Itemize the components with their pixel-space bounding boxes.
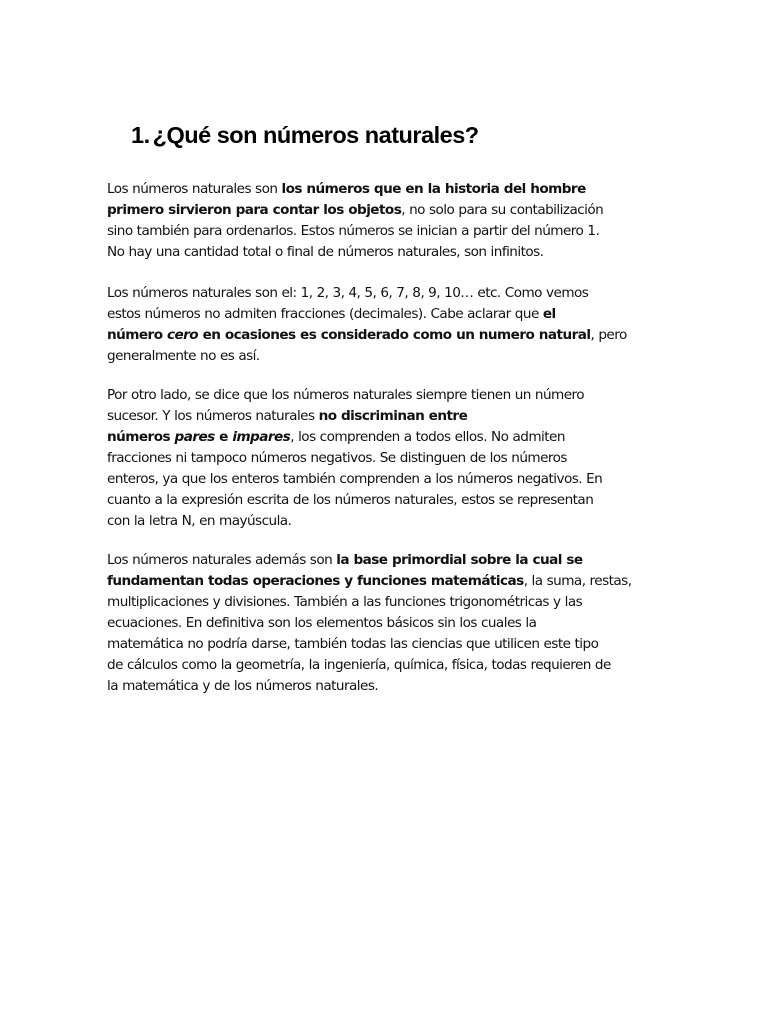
title-text: ¿Qué son números naturales? [152, 122, 479, 148]
paragraph-2-line-1: Los números naturales son el: 1, 2, 3, 4, 5, 6, 7, 8, 9, 10… etc. Como vemos [107, 285, 589, 301]
text-run: Los números naturales son [107, 181, 282, 197]
bold-run: en ocasiones es considerado como un numero natural [198, 327, 591, 343]
paragraph-3-line-4: fracciones ni tampoco números negativos. Se distinguen de los números [107, 450, 567, 466]
text-run: sucesor. Y los números naturales [107, 408, 319, 424]
text-run: , no solo para su contabilización [401, 202, 604, 218]
paragraph-4 [107, 550, 667, 697]
text-run: , pero [590, 327, 627, 343]
paragraph-2-line-2 [107, 304, 667, 325]
text-run: , los comprenden a todos ellos. No admiten [290, 429, 565, 445]
bold-run: no discriminan entre [318, 408, 468, 424]
paragraph-3 [107, 385, 667, 532]
bold-run: número [107, 327, 167, 343]
bold-run: el [542, 306, 556, 322]
paragraph-4-line-3: multiplicaciones y divisiones. También a las funciones trigonométricas y las [107, 594, 583, 610]
paragraph-1-line-1 [107, 179, 667, 200]
paragraph-4-line-6: de cálculos como la geometría, la ingeniería, química, física, todas requieren de [107, 657, 611, 673]
bold-run: primero sirvieron para contar los objetos [107, 202, 402, 218]
paragraph-2-line-3 [107, 325, 667, 346]
paragraph-4-line-5: matemática no podría darse, también todas las ciencias que utilicen este tipo [107, 636, 599, 652]
bold-run: números [107, 429, 175, 445]
paragraph-1-line-4: No hay una cantidad total o final de números naturales, son infinitos. [107, 244, 544, 260]
bold-run: la base primordial sobre la cual se [336, 552, 583, 568]
paragraph-4-line-7: la matemática y de los números naturales. [107, 678, 379, 694]
bold-run: los números que en la historia del hombre [281, 181, 586, 197]
paragraph-4-line-1 [107, 550, 667, 571]
page-title [131, 122, 479, 149]
title-number: 1. [131, 122, 150, 148]
paragraph-4-line-4: ecuaciones. En definitiva son los elementos básicos sin los cuales la [107, 615, 537, 631]
bold-italic-run: cero [166, 327, 199, 343]
paragraph-3-line-1: Por otro lado, se dice que los números naturales siempre tienen un número [107, 387, 585, 403]
bold-italic-run: impares [232, 429, 291, 445]
paragraph-3-line-3 [107, 427, 667, 448]
bold-run: e [214, 429, 233, 445]
paragraph-2 [107, 283, 667, 367]
text-run: estos números no admiten fracciones (decimales). Cabe aclarar que [107, 306, 543, 322]
paragraph-3-line-7: con la letra N, en mayúscula. [107, 513, 292, 529]
bold-italic-run: pares [174, 429, 215, 445]
paragraph-1 [107, 179, 667, 263]
text-run: Los números naturales además son [107, 552, 337, 568]
text-run: , la suma, restas, [523, 573, 632, 589]
paragraph-1-line-3: sino también para ordenarlos. Estos números se inician a partir del número 1. [107, 223, 600, 239]
paragraph-3-line-5: enteros, ya que los enteros también comprenden a los números negativos. En [107, 471, 603, 487]
paragraph-1-line-2 [107, 200, 667, 221]
bold-run: fundamentan todas operaciones y funciones matemáticas [107, 573, 524, 589]
paragraph-3-line-2 [107, 406, 667, 427]
paragraph-3-line-6: cuanto a la expresión escrita de los números naturales, estos se representan [107, 492, 594, 508]
paragraph-4-line-2 [107, 571, 667, 592]
paragraph-2-line-4: generalmente no es así. [107, 348, 260, 364]
